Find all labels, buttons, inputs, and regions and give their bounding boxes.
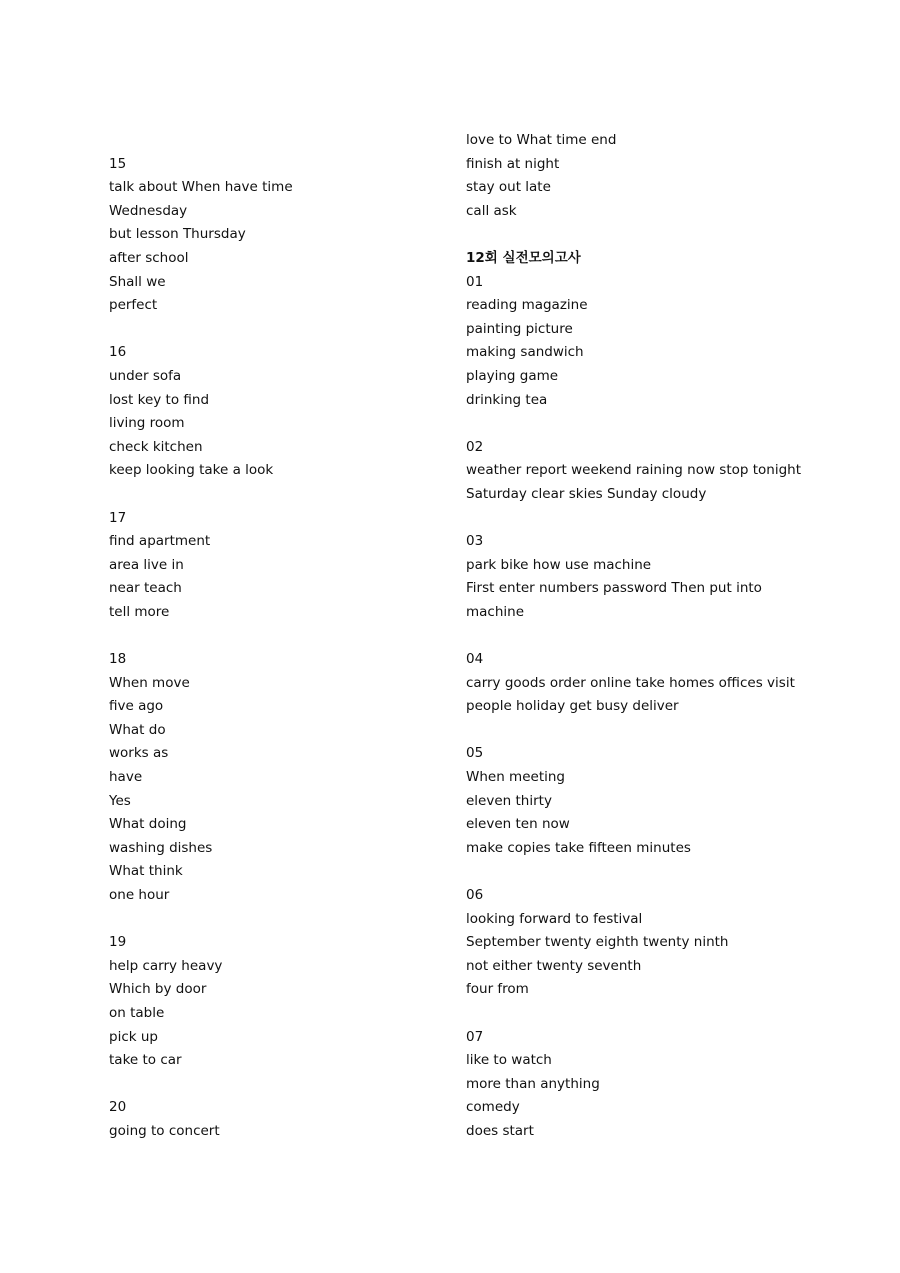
text-line: living room bbox=[109, 415, 185, 432]
text-line: carry goods order online take homes offices visit bbox=[466, 674, 795, 691]
text-line: make copies take fifteen minutes bbox=[466, 839, 691, 856]
blank-line bbox=[109, 908, 489, 932]
text-line: tell more bbox=[109, 603, 170, 620]
blank-line bbox=[466, 624, 846, 648]
text-line: near teach bbox=[109, 580, 182, 597]
text-line: more than anything bbox=[466, 1075, 600, 1092]
question-number: 04 bbox=[466, 651, 484, 668]
text-line: call ask bbox=[466, 202, 517, 219]
blank-line bbox=[466, 223, 846, 247]
text-line: take to car bbox=[109, 1052, 182, 1069]
text-line: Which by door bbox=[109, 981, 207, 998]
blank-line bbox=[466, 507, 846, 531]
question-number: 01 bbox=[466, 273, 484, 290]
text-line: What doing bbox=[109, 816, 187, 833]
text-line: on table bbox=[109, 1004, 165, 1021]
question-number: 19 bbox=[109, 934, 127, 951]
text-line: like to watch bbox=[466, 1052, 552, 1069]
question-number: 02 bbox=[466, 438, 484, 455]
text-line: not either twenty seventh bbox=[466, 957, 642, 974]
text-line: drinking tea bbox=[466, 391, 548, 408]
text-line: area live in bbox=[109, 556, 184, 573]
blank-line bbox=[109, 1073, 489, 1097]
text-line: painting picture bbox=[466, 320, 573, 337]
text-line: comedy bbox=[466, 1099, 520, 1116]
text-line: perfect bbox=[109, 297, 158, 314]
text-line: under sofa bbox=[109, 367, 182, 384]
text-line: Shall we bbox=[109, 273, 166, 290]
question-number: 07 bbox=[466, 1028, 484, 1045]
text-line: Yes bbox=[109, 792, 131, 809]
text-line: four from bbox=[466, 981, 529, 998]
text-line: people holiday get busy deliver bbox=[466, 698, 679, 715]
question-number: 18 bbox=[109, 651, 127, 668]
text-line: September twenty eighth twenty ninth bbox=[466, 934, 729, 951]
text-line: When move bbox=[109, 674, 190, 691]
text-line: What think bbox=[109, 863, 183, 880]
text-line: weather report weekend raining now stop tonight bbox=[466, 462, 802, 479]
blank-line bbox=[466, 1002, 846, 1026]
question-number: 17 bbox=[109, 509, 127, 526]
text-line: playing game bbox=[466, 367, 559, 384]
text-line: looking forward to festival bbox=[466, 910, 643, 927]
text-line: have bbox=[109, 769, 143, 786]
text-line: one hour bbox=[109, 887, 170, 903]
text-line: check kitchen bbox=[109, 438, 203, 455]
blank-line bbox=[109, 624, 489, 648]
text-line: help carry heavy bbox=[109, 957, 223, 974]
right-column bbox=[466, 129, 846, 1144]
text-line: eleven ten now bbox=[466, 816, 570, 833]
text-line: Saturday clear skies Sunday cloudy bbox=[466, 485, 707, 502]
question-number: 15 bbox=[109, 155, 127, 172]
blank-line bbox=[466, 860, 846, 884]
text-line: machine bbox=[466, 603, 525, 620]
text-line: First enter numbers password Then put into bbox=[466, 580, 762, 597]
text-line: but lesson Thursday bbox=[109, 226, 246, 243]
left-column bbox=[109, 129, 489, 1144]
text-line: lost key to find bbox=[109, 391, 210, 408]
text-line: eleven thirty bbox=[466, 792, 552, 809]
text-line: love to What time end bbox=[466, 132, 617, 148]
question-number: 06 bbox=[466, 887, 484, 903]
text-line: does start bbox=[466, 1122, 534, 1139]
text-line: pick up bbox=[109, 1028, 158, 1045]
text-line: washing dishes bbox=[109, 839, 213, 856]
blank-line bbox=[466, 412, 846, 436]
question-number: 05 bbox=[466, 745, 484, 762]
blank-line bbox=[466, 719, 846, 743]
text-line: stay out late bbox=[466, 179, 551, 196]
section-title: 12회 실전모의고사 bbox=[466, 249, 581, 266]
text-line: find apartment bbox=[109, 533, 211, 550]
text-line: making sandwich bbox=[466, 344, 584, 361]
text-line: finish at night bbox=[466, 155, 560, 172]
question-number: 03 bbox=[466, 533, 484, 550]
text-line: When meeting bbox=[466, 769, 565, 786]
text-line: five ago bbox=[109, 698, 164, 715]
question-number: 16 bbox=[109, 344, 127, 361]
text-line: reading magazine bbox=[466, 297, 588, 314]
text-line: going to concert bbox=[109, 1122, 220, 1139]
text-line: talk about When have time bbox=[109, 179, 293, 196]
text-line: Wednesday bbox=[109, 202, 188, 219]
text-line: works as bbox=[109, 745, 169, 762]
text-line: after school bbox=[109, 249, 189, 266]
text-line: keep looking take a look bbox=[109, 462, 274, 479]
question-number: 20 bbox=[109, 1099, 127, 1116]
blank-line bbox=[109, 129, 489, 153]
text-line: What do bbox=[109, 721, 166, 738]
blank-line bbox=[109, 318, 489, 342]
blank-line bbox=[109, 483, 489, 507]
text-line: park bike how use machine bbox=[466, 556, 652, 573]
